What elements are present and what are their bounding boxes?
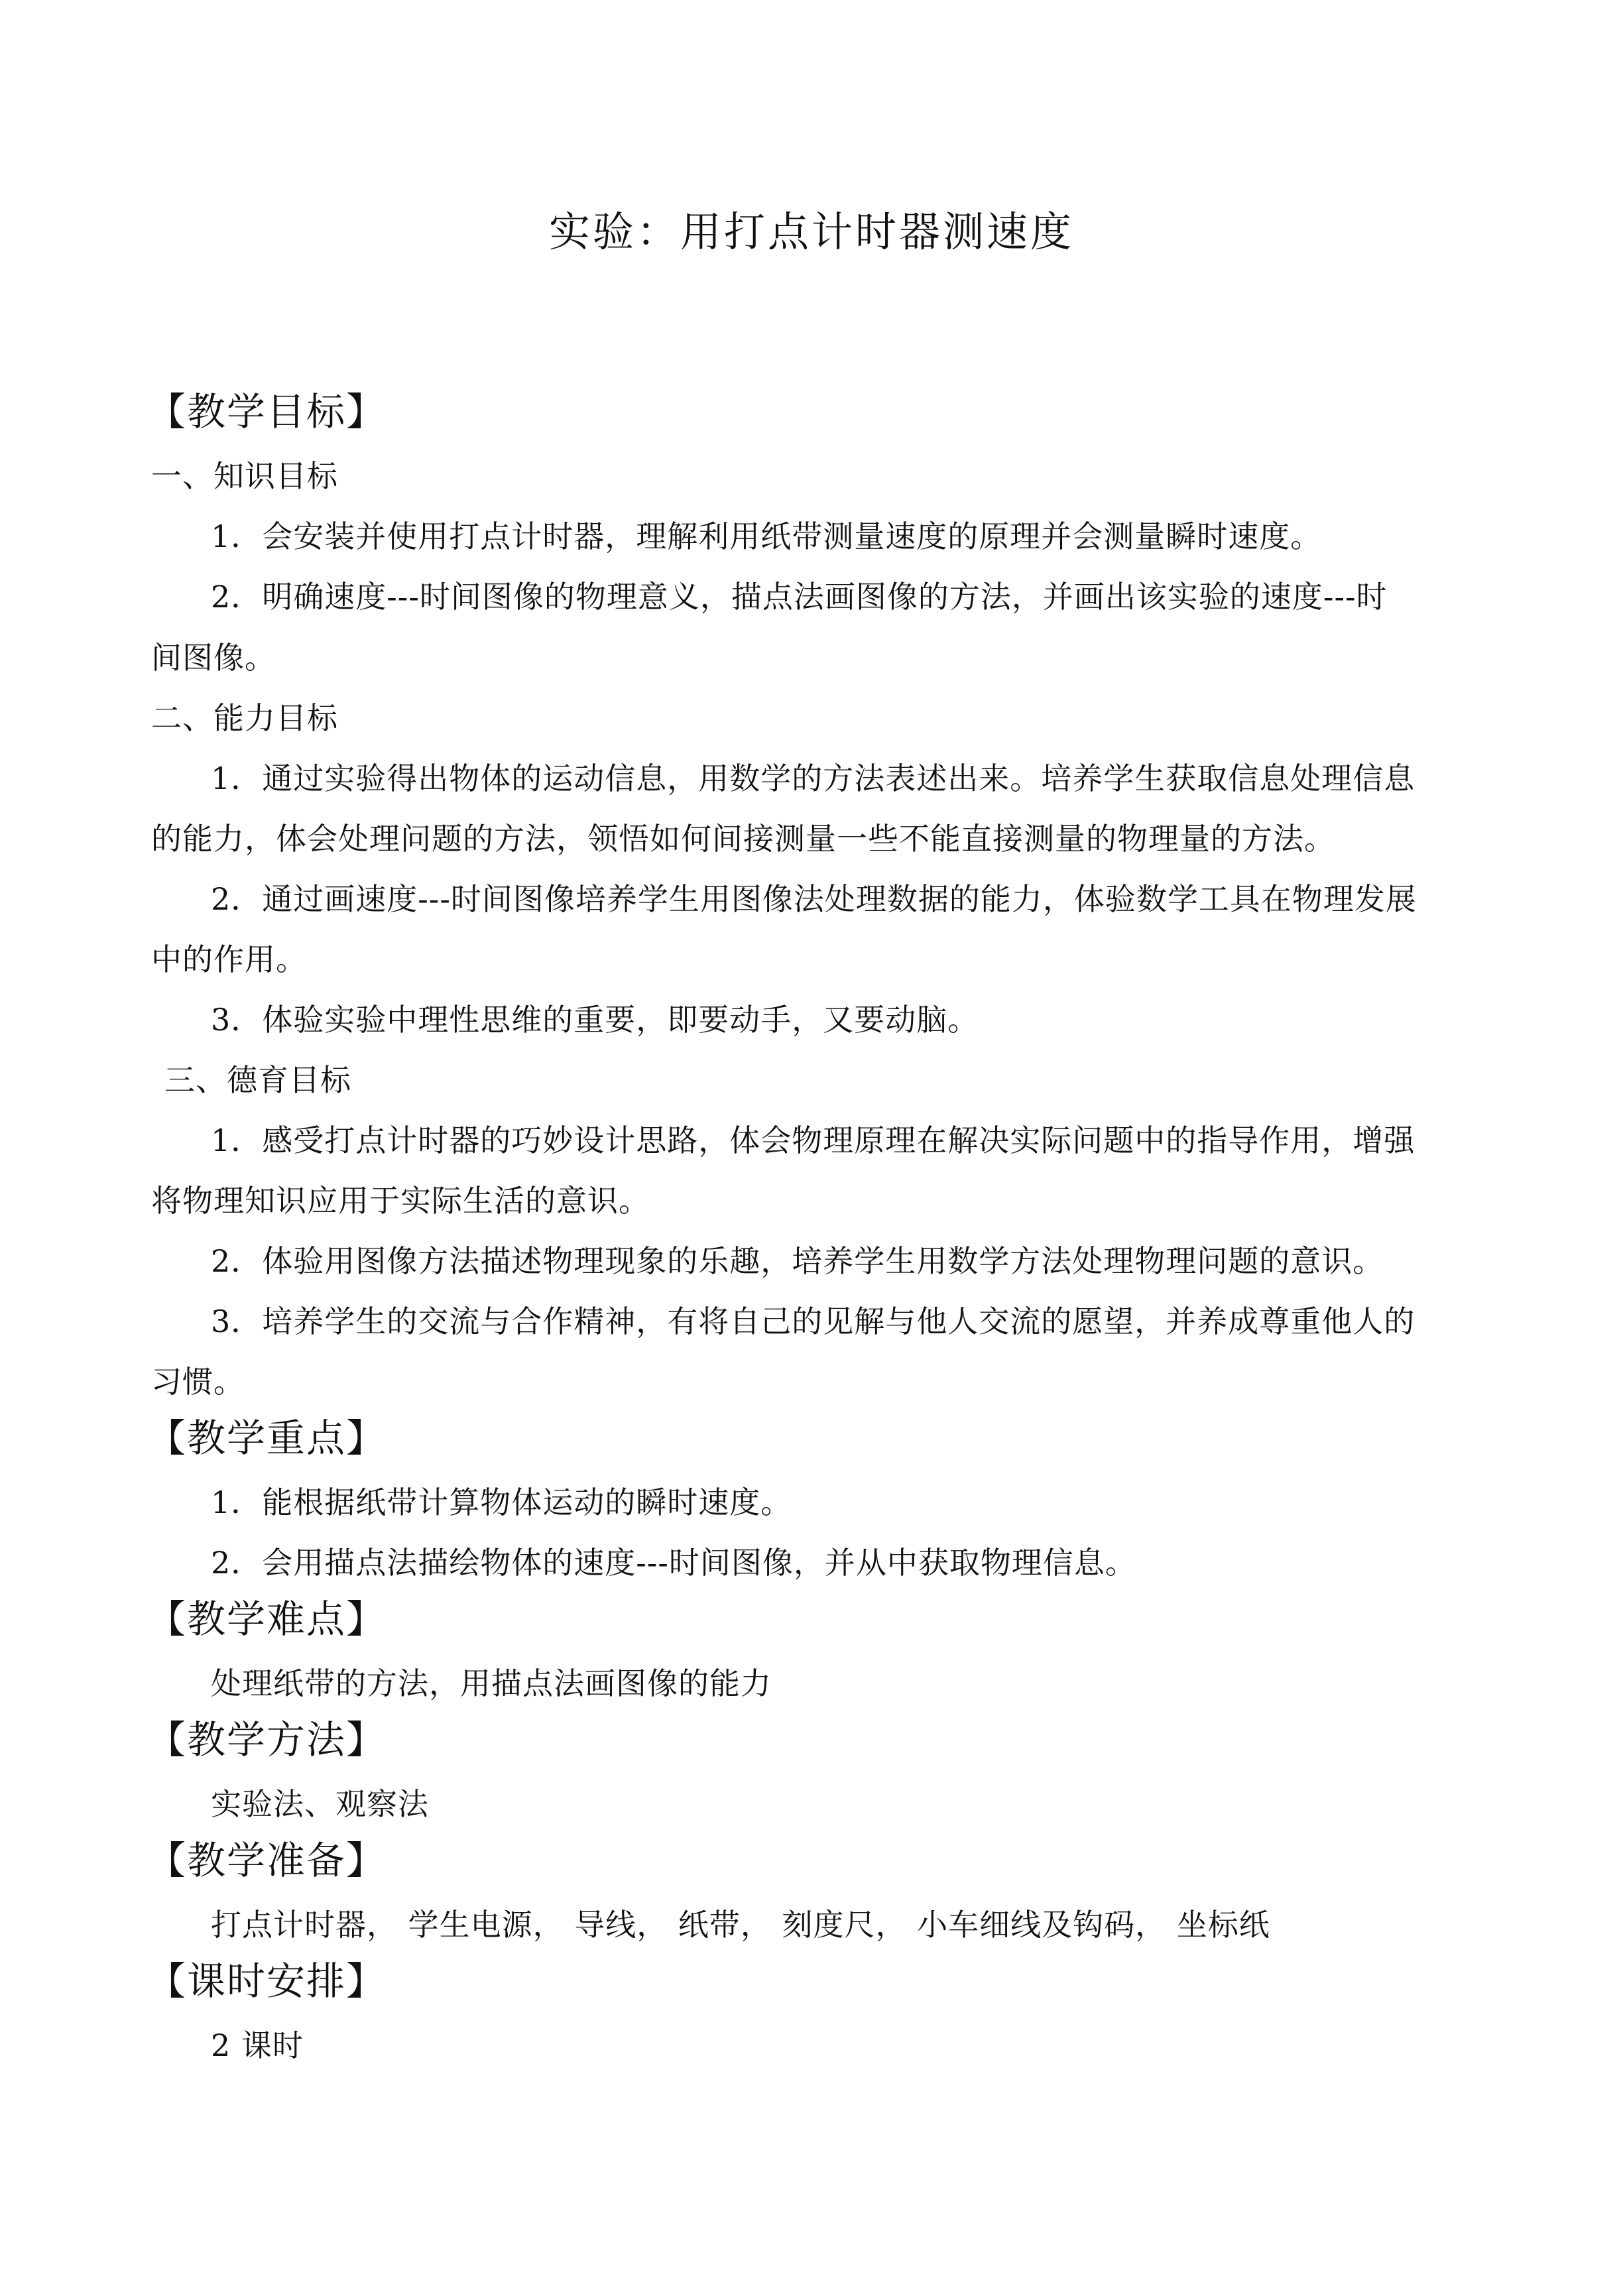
document-title: 实验：用打点计时器测速度 (548, 208, 1074, 256)
moral-item-1-line-2: 将物理知识应用于实际生活的意识。 (151, 1183, 650, 1219)
moral-item-3-line-2: 习惯。 (151, 1364, 245, 1400)
section-heading-methods: 【教学方法】 (147, 1717, 387, 1762)
preparation-text: 打点计时器， 学生电源， 导线， 纸带， 刻度尺， 小车细线及钩码， 坐标纸 (211, 1907, 1270, 1943)
section-heading-key-points: 【教学重点】 (147, 1416, 387, 1461)
moral-item-3-line-1: 3．培养学生的交流与合作精神，有将自己的见解与他人交流的愿望，并养成尊重他人的 (211, 1303, 1415, 1339)
section-heading-preparation: 【教学准备】 (147, 1838, 387, 1883)
subheading-moral: 三、德育目标 (164, 1062, 351, 1098)
schedule-text: 2 课时 (211, 2027, 304, 2063)
methods-text: 实验法、观察法 (211, 1786, 429, 1822)
knowledge-item-2-line-2: 间图像。 (151, 640, 276, 676)
moral-item-1-line-1: 1．感受打点计时器的巧妙设计思路，体会物理原理在解决实际问题中的指导作用，增强 (211, 1122, 1415, 1158)
ability-item-3: 3．体验实验中理性思维的重要，即要动手，又要动脑。 (211, 1002, 979, 1038)
subheading-knowledge: 一、知识目标 (151, 458, 338, 494)
knowledge-item-1: 1．会安装并使用打点计时器，理解利用纸带测量速度的原理并会测量瞬时速度。 (211, 518, 1322, 554)
subheading-ability: 二、能力目标 (151, 700, 338, 736)
key-point-item-2: 2．会用描点法描绘物体的速度---时间图像，并从中获取物理信息。 (211, 1545, 1136, 1581)
ability-item-2-line-1: 2．通过画速度---时间图像培养学生用图像法处理数据的能力，体验数学工具在物理发展 (211, 881, 1417, 917)
section-heading-difficulties: 【教学难点】 (147, 1597, 387, 1642)
ability-item-1-line-2: 的能力，体会处理问题的方法，领悟如何间接测量一些不能直接测量的物理量的方法。 (151, 821, 1335, 857)
section-heading-schedule: 【课时安排】 (147, 1959, 387, 2004)
key-point-item-1: 1．能根据纸带计算物体运动的瞬时速度。 (211, 1484, 792, 1520)
difficulties-text: 处理纸带的方法，用描点法画图像的能力 (211, 1665, 772, 1701)
ability-item-2-line-2: 中的作用。 (151, 941, 307, 977)
ability-item-1-line-1: 1．通过实验得出物体的运动信息，用数学的方法表述出来。培养学生获取信息处理信息 (211, 760, 1415, 796)
knowledge-item-2-line-1: 2．明确速度---时间图像的物理意义，描点法画图像的方法，并画出该实验的速度---时 (211, 579, 1388, 615)
section-heading-objectives: 【教学目标】 (147, 389, 387, 434)
moral-item-2: 2．体验用图像方法描述物理现象的乐趣，培养学生用数学方法处理物理问题的意识。 (211, 1243, 1384, 1279)
